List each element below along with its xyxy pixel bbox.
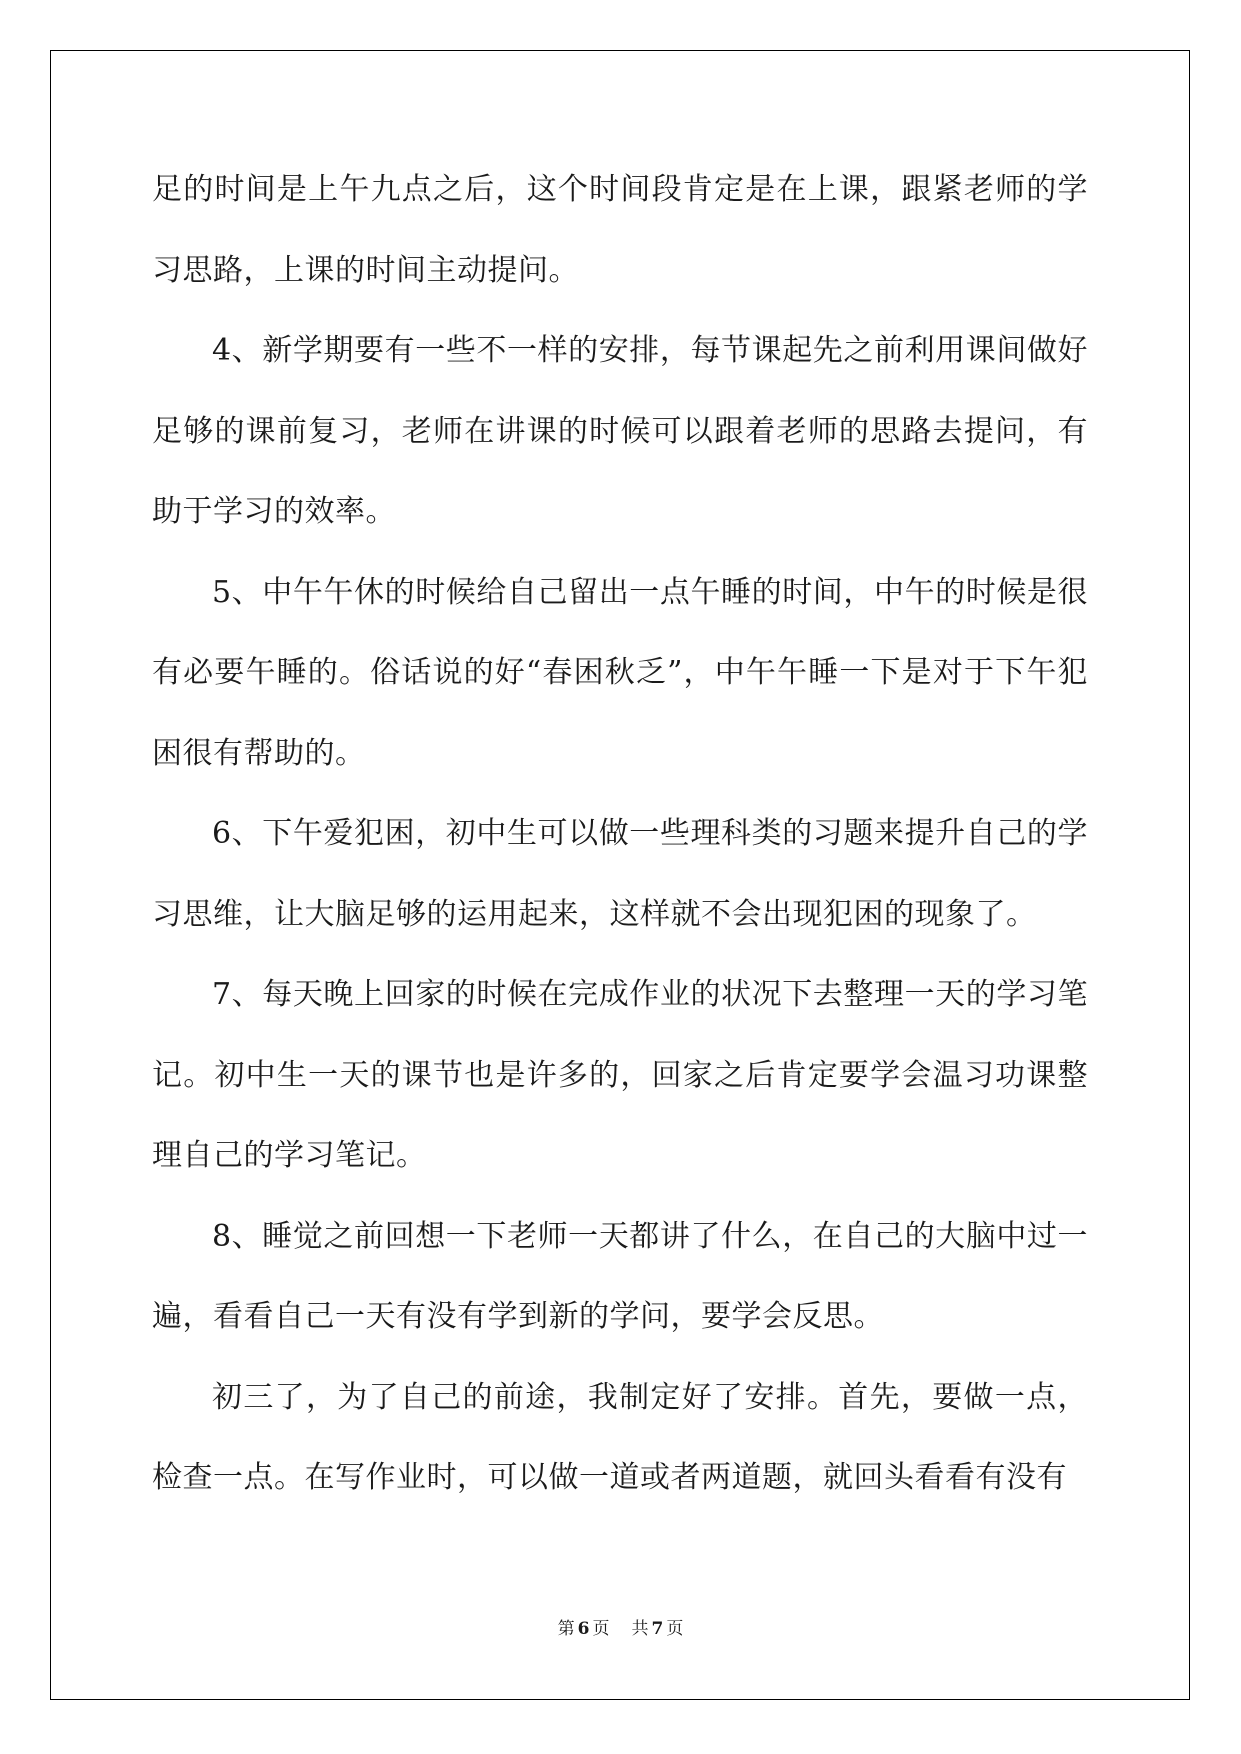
paragraph: 初三了，为了自己的前途，我制定好了安排。首先，要做一点，检查一点。在写作业时，可以做一道或者两道题，就回头看看有没有 bbox=[152, 1379, 1088, 1495]
page-number-suffix: 页 bbox=[592, 1619, 610, 1639]
paragraph: 8、睡觉之前回想一下老师一天都讲了什么，在自己的大脑中过一遍，看看自己一天有没有学到新的学问，要学会反思。 bbox=[152, 1218, 1088, 1334]
total-pages-prefix: 共 bbox=[631, 1619, 649, 1639]
current-page-number: 6 bbox=[577, 1619, 590, 1639]
paragraph: 4、新学期要有一些不一样的安排，每节课起先之前利用课间做好足够的课前复习，老师在讲课的时候可以跟着老师的思路去提问，有助于学习的效率。 bbox=[152, 333, 1088, 529]
page-footer bbox=[0, 1614, 1241, 1639]
page-number-prefix: 第 bbox=[557, 1619, 575, 1639]
total-pages-suffix: 页 bbox=[666, 1619, 684, 1639]
total-pages-number: 7 bbox=[651, 1619, 664, 1639]
document-body bbox=[152, 150, 1088, 1519]
paragraph: 7、每天晚上回家的时候在完成作业的状况下去整理一天的学习笔记。初中生一天的课节也是许多的，回家之后肯定要学会温习功课整理自己的学习笔记。 bbox=[152, 977, 1088, 1173]
paragraph: 6、下午爱犯困，初中生可以做一些理科类的习题来提升自己的学习思维，让大脑足够的运用起来，这样就不会出现犯困的现象了。 bbox=[152, 816, 1088, 932]
paragraph: 足的时间是上午九点之后，这个时间段肯定是在上课，跟紧老师的学习思路，上课的时间主动提问。 bbox=[152, 172, 1088, 288]
paragraph: 5、中午午休的时候给自己留出一点午睡的时间，中午的时候是很有必要午睡的。俗话说的好“春困秋乏”，中午午睡一下是对于下午犯困很有帮助的。 bbox=[152, 574, 1088, 771]
